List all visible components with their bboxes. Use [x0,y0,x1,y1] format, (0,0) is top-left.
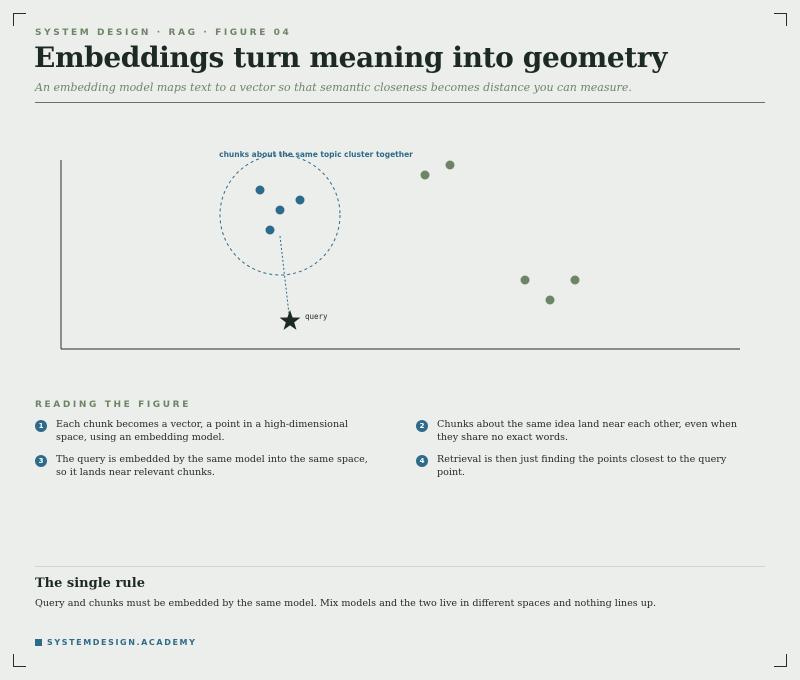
rule-title: The single rule [35,576,145,591]
step-text: The query is embedded by the same model into the same space, so it lands near relevant chunks. [56,454,368,478]
header-divider [35,102,765,103]
section-label-reading: READING THE FIGURE [35,400,191,410]
corner-mark-top-left [13,13,26,26]
embedding-space-figure [0,140,800,360]
other-chunk-point [521,276,530,285]
other-chunk-point [571,276,580,285]
rule-divider [35,566,765,567]
step-3 [35,453,375,479]
step-4 [416,453,756,479]
brand-square-icon [35,639,42,646]
corner-mark-bottom-left [13,654,26,667]
points-layer [256,161,580,305]
other-chunk-point [546,296,555,305]
page-subtitle: An embedding model maps text to a vector so that semantic closeness becomes distance you can measure. [35,81,632,94]
other-chunk-point [421,171,430,180]
step-text: Each chunk becomes a vector, a point in a high-dimensional space, using an embedding model. [56,419,348,443]
cluster-chunk-point [276,206,285,215]
step-number-badge: 3 [35,455,47,467]
step-number-badge: 1 [35,420,47,432]
eyebrow: SYSTEM DESIGN · RAG · FIGURE 04 [35,28,292,38]
corner-mark-bottom-right [774,654,787,667]
step-1 [35,418,375,444]
reading-steps [35,418,765,488]
corner-mark-top-right [774,13,787,26]
rule-body: Query and chunks must be embedded by the same model. Mix models and the two live in different spaces and nothing lines up. [35,598,657,609]
cluster-boundary [220,155,340,275]
cluster-label: chunks about the same topic cluster together [219,150,413,159]
step-text: Retrieval is then just finding the points closest to the query point. [437,454,727,478]
cluster-chunk-point [256,186,265,195]
step-number-badge: 2 [416,420,428,432]
footer-brand [35,638,196,647]
query-label: query [305,312,328,321]
brand-name: SYSTEMDESIGN.ACADEMY [47,638,197,647]
cluster-chunk-point [296,196,305,205]
step-2 [416,418,756,444]
step-number-badge: 4 [416,455,428,467]
step-text: Chunks about the same idea land near each other, even when they share no exact words. [437,419,738,443]
query-star-icon [280,310,301,330]
other-chunk-point [446,161,455,170]
cluster-chunk-point [266,226,275,235]
page-title: Embeddings turn meaning into geometry [34,41,668,74]
